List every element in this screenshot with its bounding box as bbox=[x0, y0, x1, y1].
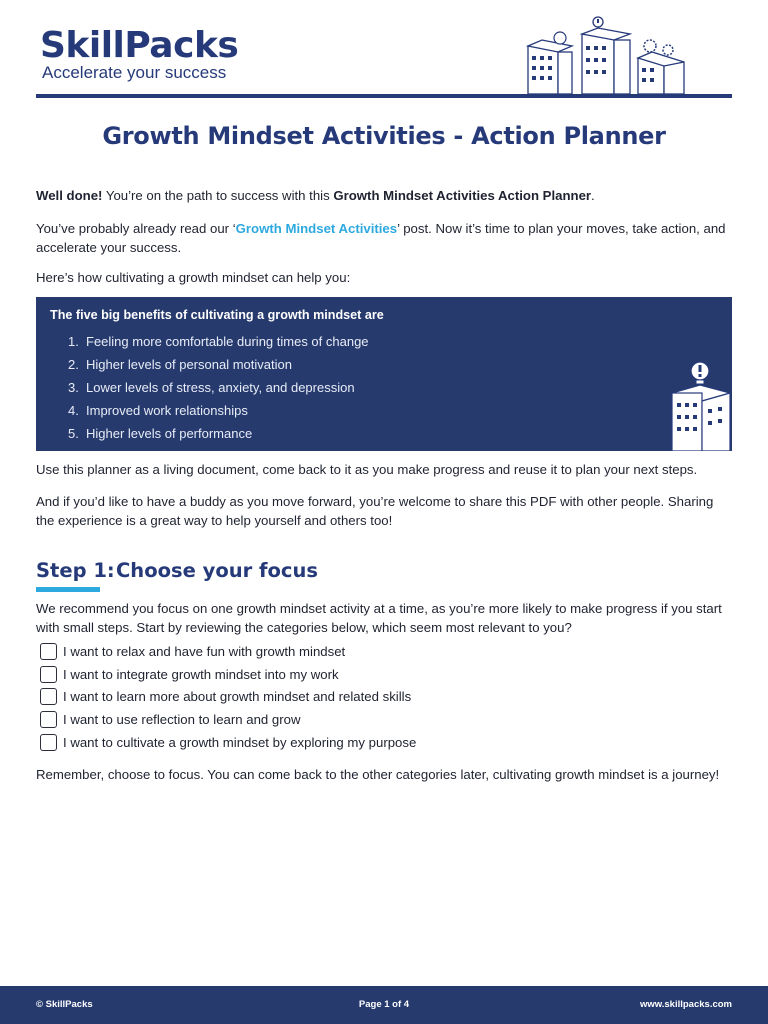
list-text: Higher levels of performance bbox=[86, 426, 253, 441]
page-number: Page 1 of 4 bbox=[358, 999, 410, 1010]
intro-emphasis: Well done! bbox=[36, 188, 103, 203]
footer bbox=[0, 986, 768, 1024]
checkbox[interactable] bbox=[40, 688, 57, 705]
list-text: Improved work relationships bbox=[86, 403, 248, 418]
step-1-outro: Remember, choose to focus. You can come back to the other categories later, cultivating growth mindset is a journey! bbox=[36, 767, 720, 782]
body-paragraph-2: And if you’d like to have a buddy as you move forward, you’re welcome to share this PDF with other people. Sharing the experience is a great way to help yourself and others too! bbox=[36, 494, 714, 528]
planner-name: Growth Mindset Activities Action Planner bbox=[333, 188, 592, 203]
checkbox-label: I want to learn more about growth mindset and related skills bbox=[63, 689, 412, 705]
intro-paragraph-1 bbox=[36, 186, 734, 205]
footer-copyright: © SkillPacks bbox=[36, 999, 93, 1010]
checkbox[interactable] bbox=[40, 643, 57, 660]
checklist-item[interactable] bbox=[40, 663, 416, 686]
checkbox[interactable] bbox=[40, 734, 57, 751]
header bbox=[36, 22, 732, 98]
logo: SkillPacks bbox=[40, 25, 239, 66]
checklist-item[interactable] bbox=[40, 686, 416, 709]
checklist-item[interactable] bbox=[40, 708, 416, 731]
list-text: Higher levels of personal motivation bbox=[86, 357, 292, 372]
checkbox[interactable] bbox=[40, 711, 57, 728]
list-text: Feeling more comfortable during times of change bbox=[86, 334, 369, 349]
list-number: 4. bbox=[68, 403, 79, 418]
intro-text: You’re on the path to success with this bbox=[102, 188, 334, 203]
list-number: 5. bbox=[68, 426, 79, 441]
checkbox-label: I want to cultivate a growth mindset by exploring my purpose bbox=[63, 735, 417, 751]
body-paragraph-1: Use this planner as a living document, come back to it as you make progress and reuse it to plan your next steps. bbox=[36, 462, 698, 477]
checklist-item[interactable] bbox=[40, 640, 416, 663]
list-item bbox=[68, 353, 369, 376]
header-divider bbox=[36, 94, 732, 98]
checkbox-label: I want to relax and have fun with growth mindset bbox=[63, 643, 346, 659]
building-lightbulb-illustration bbox=[668, 359, 732, 451]
checkbox-label: I want to integrate growth mindset into my work bbox=[63, 666, 339, 682]
list-item bbox=[68, 330, 369, 353]
checkbox-label: I want to use reflection to learn and grow bbox=[63, 712, 301, 728]
step-underline bbox=[36, 587, 100, 592]
list-number: 1. bbox=[68, 334, 79, 349]
benefits-box bbox=[36, 297, 732, 451]
intro-p2-end: ’ post. Now it’s time to plan your moves, take action, and accelerate your success. bbox=[36, 221, 726, 255]
checklist-item[interactable] bbox=[40, 731, 416, 754]
step-number: Step 1: bbox=[36, 559, 115, 582]
step-title: Choose your focus bbox=[116, 559, 318, 582]
logo-tagline: Accelerate your success bbox=[42, 63, 227, 82]
intro-p2-start: You’ve probably already read our ‘ bbox=[36, 221, 236, 236]
intro-end: . bbox=[591, 188, 595, 203]
list-item bbox=[68, 399, 369, 422]
step-1-heading bbox=[36, 559, 318, 582]
intro-paragraph-2 bbox=[36, 219, 734, 257]
page-title: Growth Mindset Activities - Action Planner bbox=[102, 122, 666, 150]
footer-website-link[interactable]: www.skillpacks.com bbox=[639, 999, 732, 1010]
intro-paragraph-3: Here’s how cultivating a growth mindset can help you: bbox=[36, 270, 351, 285]
list-number: 2. bbox=[68, 357, 79, 372]
benefits-list bbox=[68, 330, 369, 445]
benefits-heading: The five big benefits of cultivating a growth mindset are bbox=[50, 308, 384, 322]
list-item bbox=[68, 422, 369, 445]
list-text: Lower levels of stress, anxiety, and depression bbox=[86, 380, 355, 395]
step-1-intro: We recommend you focus on one growth mindset activity at a time, as you’re more likely to make progress if you start with small steps. Start by reviewing the categories below, which seem most relevant to you? bbox=[36, 601, 722, 635]
city-buildings-illustration bbox=[522, 16, 692, 96]
checkbox[interactable] bbox=[40, 666, 57, 683]
list-number: 3. bbox=[68, 380, 79, 395]
list-item bbox=[68, 376, 369, 399]
focus-checklist bbox=[40, 640, 416, 754]
growth-mindset-activities-link[interactable]: Growth Mindset Activities bbox=[235, 221, 398, 236]
